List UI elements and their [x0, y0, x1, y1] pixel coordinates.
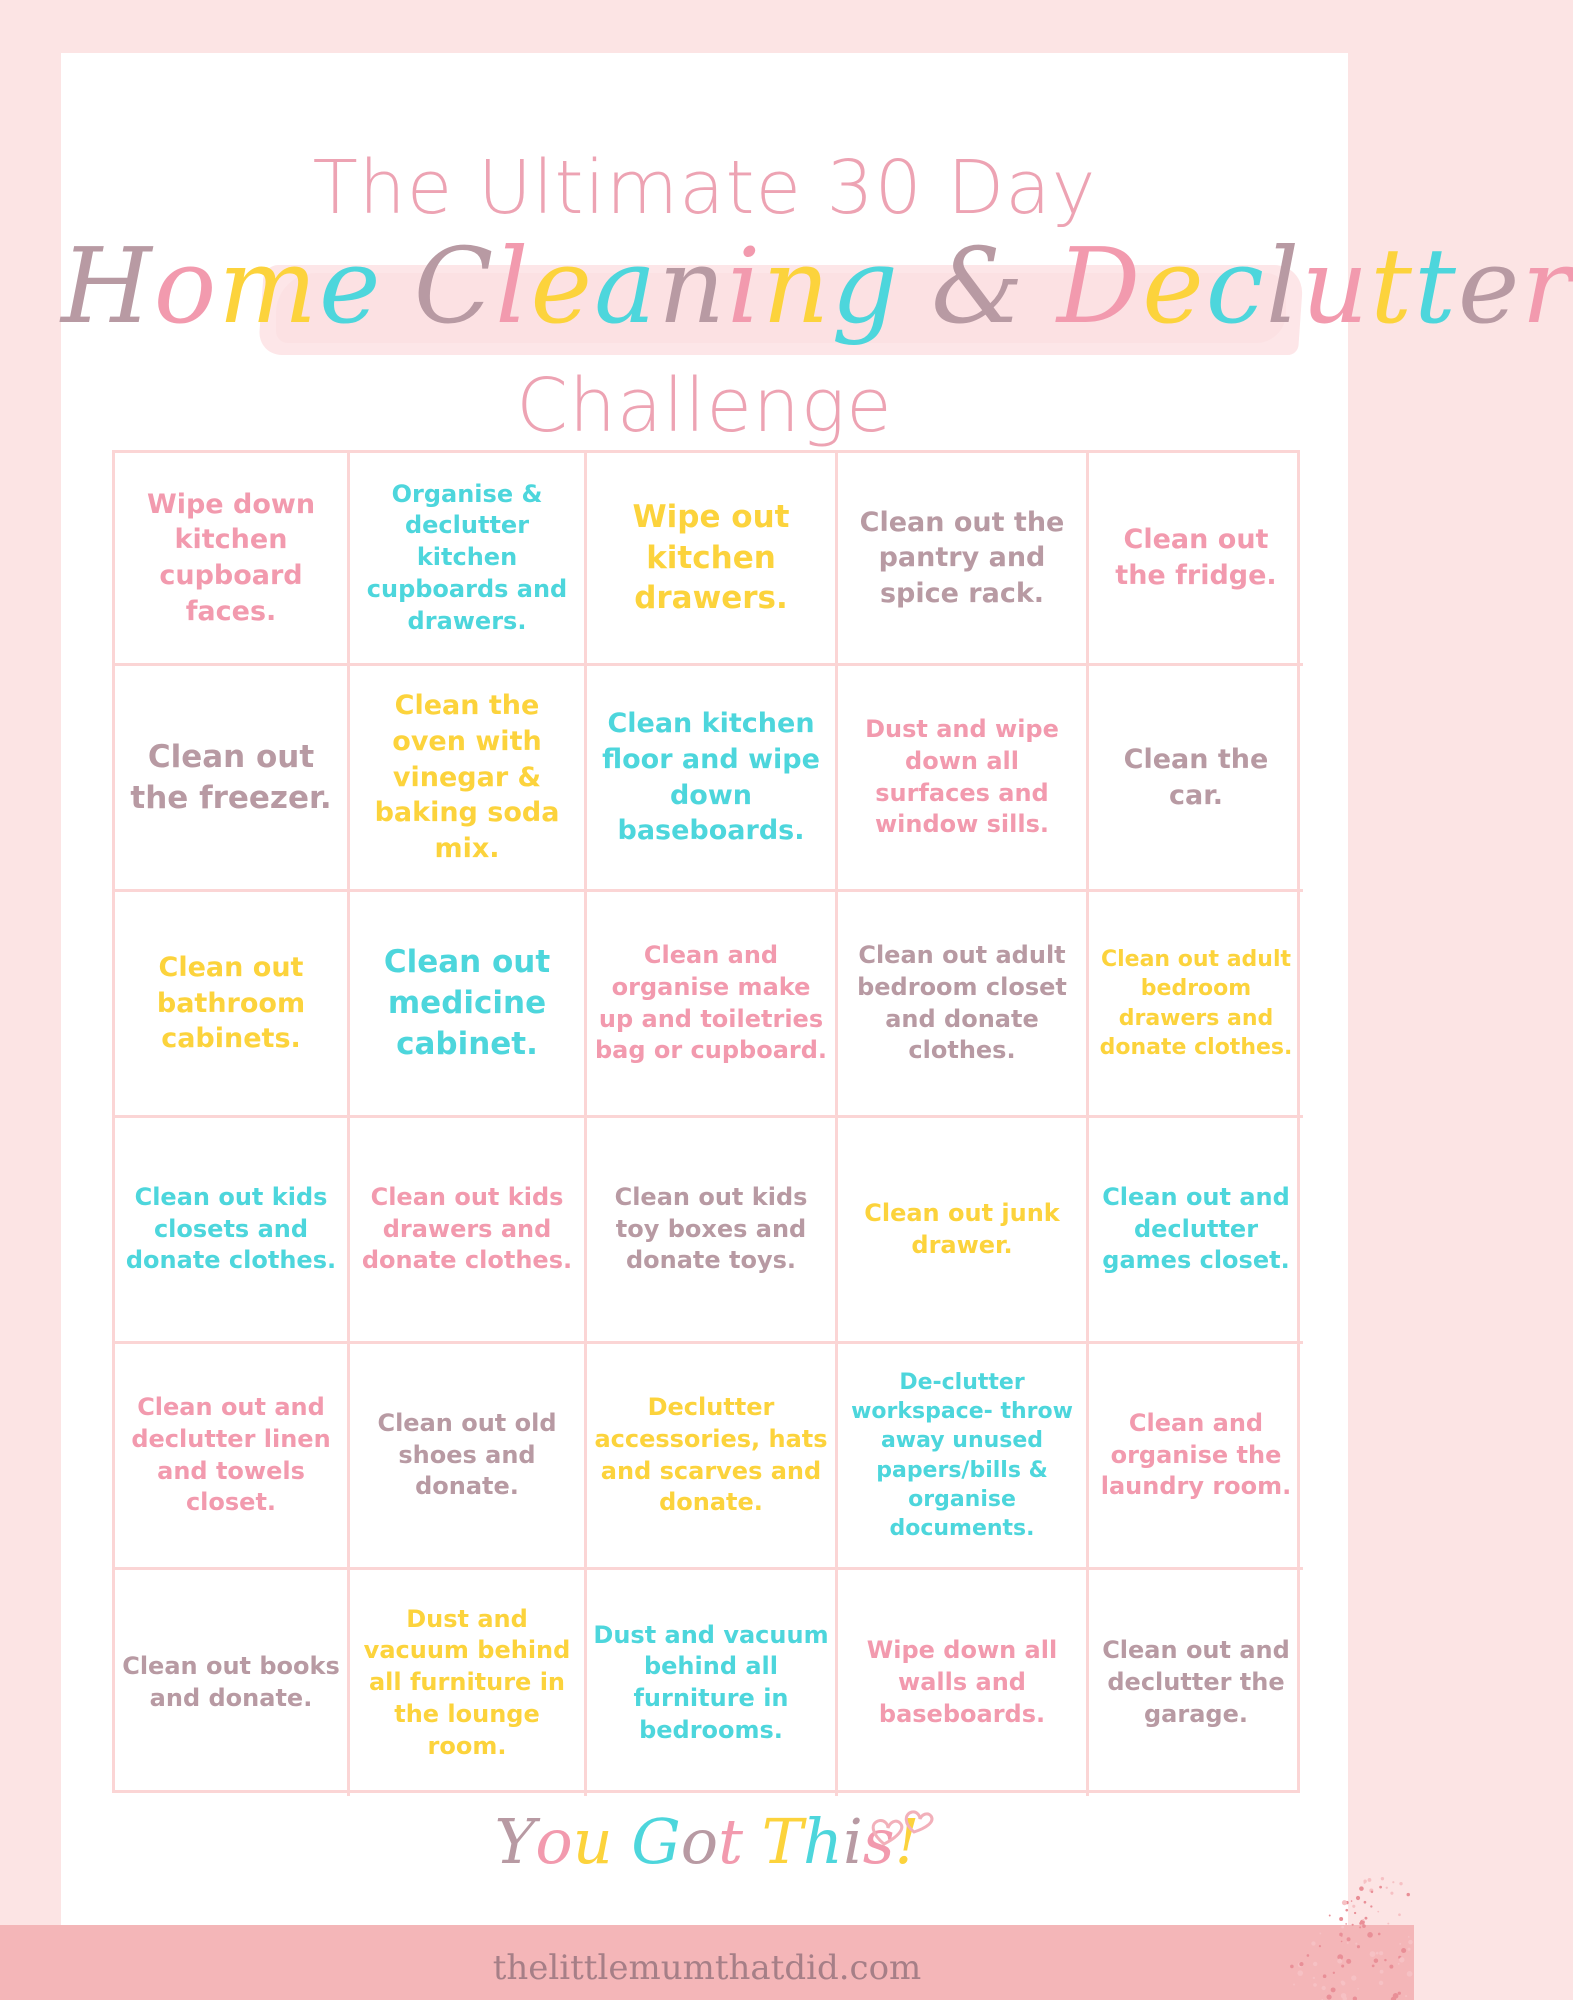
glitter-dot	[1356, 1896, 1360, 1900]
challenge-day-text: Clean out adult bedroom drawers and donate clothes.	[1099, 947, 1293, 1060]
glitter-dot	[1359, 1926, 1361, 1928]
glitter-dot	[1387, 1923, 1389, 1925]
glitter-dot	[1353, 1996, 1357, 2000]
glitter-dot	[1326, 1994, 1331, 1999]
glitter-dot	[1379, 1886, 1382, 1889]
challenge-day-text: Declutter accessories, hats and scarves and donate.	[594, 1393, 828, 1517]
challenge-day-cell	[115, 892, 350, 1118]
glitter-dot	[1311, 1941, 1315, 1945]
website-link[interactable]: thelittlemumthatdid.com	[492, 1948, 922, 1988]
challenge-day-text: Wipe down all walls and baseboards.	[866, 1636, 1058, 1728]
challenge-day-text: Organise & declutter kitchen cupboards and drawers.	[366, 479, 568, 635]
challenge-day-text: Clean out the pantry and spice rack.	[859, 506, 1065, 609]
glitter-dot	[1341, 1926, 1344, 1929]
challenge-day-text: Clean the car.	[1123, 743, 1269, 811]
glitter-dot	[1368, 1878, 1372, 1882]
challenge-day-text: Clean out books and donate.	[122, 1652, 340, 1712]
challenge-day-text: Dust and wipe down all surfaces and window sills.	[865, 715, 1059, 839]
title-line-1: The Ultimate 30 Day	[312, 145, 1097, 231]
challenge-day-cell	[350, 892, 587, 1118]
glitter-dot	[1352, 1905, 1355, 1908]
glitter-dot	[1357, 1988, 1359, 1990]
challenge-day-cell	[587, 1118, 838, 1344]
challenge-day-text: Dust and vacuum behind all furniture in the lounge room.	[363, 1604, 571, 1760]
challenge-day-text: Clean out junk drawer.	[864, 1198, 1060, 1259]
challenge-day-cell	[1089, 1344, 1303, 1570]
challenge-day-text: Wipe out kitchen drawers.	[632, 498, 790, 617]
challenge-day-cell	[1089, 666, 1303, 892]
glitter-dot	[1367, 1932, 1373, 1938]
glitter-dot	[1408, 1940, 1412, 1944]
challenge-day-cell	[1089, 892, 1303, 1118]
glitter-dot	[1329, 1915, 1331, 1917]
glitter-dot	[1339, 1917, 1343, 1921]
title-script	[61, 225, 1573, 347]
challenge-day-cell	[1089, 453, 1303, 666]
glitter-dot	[1345, 1909, 1348, 1912]
challenge-day-cell	[350, 453, 587, 666]
challenge-day-cell	[115, 1570, 350, 1796]
challenge-day-cell	[587, 1570, 838, 1796]
challenge-day-text: Clean out bathroom cabinets.	[156, 952, 306, 1055]
glitter-dot	[1407, 1893, 1410, 1896]
glitter-dot	[1405, 1995, 1407, 1997]
challenge-day-cell	[587, 666, 838, 892]
challenge-day-cell	[587, 453, 838, 666]
glitter-dot	[1378, 1933, 1381, 1936]
challenge-day-cell	[587, 892, 838, 1118]
challenge-day-cell	[350, 1570, 587, 1796]
challenge-grid	[112, 450, 1300, 1793]
you-got-this-text	[0, 1805, 1414, 1878]
challenge-day-text: Clean out kids drawers and donate clothes.	[361, 1182, 573, 1275]
glitter-dot	[1352, 1924, 1354, 1926]
glitter-dot	[1319, 1933, 1321, 1935]
challenge-day-cell	[838, 892, 1089, 1118]
challenge-day-text: Clean and organise make up and toiletries bag or cupboard.	[594, 941, 828, 1065]
challenge-day-text: Clean out the fridge.	[1115, 524, 1277, 591]
challenge-day-text: Clean out and declutter games closet.	[1102, 1182, 1290, 1275]
challenge-day-cell	[838, 453, 1089, 666]
glitter-dot	[1371, 1891, 1373, 1893]
glitter-dot	[1359, 1886, 1364, 1891]
challenge-day-text: Clean out medicine cabinet.	[383, 944, 551, 1062]
glitter-dot	[1364, 1882, 1366, 1884]
challenge-day-text: Clean out kids closets and donate clothes.	[125, 1182, 337, 1275]
challenge-day-cell	[115, 453, 350, 666]
glitter-dot	[1331, 1987, 1336, 1992]
glitter-dot	[1398, 1992, 1401, 1995]
glitter-dot	[1390, 1892, 1393, 1895]
glitter-dot	[1354, 1912, 1356, 1914]
glitter-dot	[1377, 1911, 1379, 1913]
glitter-dot	[1355, 1943, 1357, 1945]
challenge-day-text: Clean out adult bedroom closet and donate clothes.	[857, 941, 1067, 1065]
glitter-dot	[1342, 1900, 1347, 1905]
glitter-dot	[1399, 1943, 1401, 1945]
glitter-dot	[1392, 1881, 1394, 1883]
glitter-dot	[1399, 1882, 1402, 1885]
challenge-day-cell	[350, 1344, 587, 1570]
glitter-dot	[1370, 1905, 1372, 1907]
glitter-dot	[1339, 1933, 1343, 1937]
glitter-dot	[1408, 1936, 1410, 1938]
glitter-dot	[1319, 1945, 1321, 1947]
challenge-day-cell	[838, 666, 1089, 892]
you-got-this-script: You Got This!	[494, 1805, 920, 1878]
challenge-day-text: Clean kitchen floor and wipe down baseboards.	[602, 708, 820, 847]
glitter-dot	[1365, 1917, 1368, 1920]
glitter-dot	[1364, 1901, 1367, 1904]
glitter-dot	[1362, 1924, 1366, 1928]
challenge-day-text: De-clutter workspace- throw away unused papers/bills & organise documents.	[851, 1370, 1073, 1541]
challenge-day-cell	[838, 1570, 1089, 1796]
glitter-dot	[1341, 1941, 1343, 1943]
challenge-day-cell	[587, 1344, 838, 1570]
glitter-dot	[1398, 1913, 1401, 1916]
title-script-text: Home Cleaning & Declutter	[61, 225, 1573, 347]
glitter-dot	[1381, 1877, 1384, 1880]
challenge-day-text: Clean the oven with vinegar & baking soda mix.	[374, 690, 560, 864]
challenge-day-text: Clean out kids toy boxes and donate toys.	[614, 1182, 808, 1275]
hearts-icon	[862, 1806, 942, 1876]
challenge-day-text: Clean out and declutter the garage.	[1102, 1636, 1290, 1728]
glitter-dot	[1351, 1900, 1353, 1902]
challenge-day-cell	[350, 1118, 587, 1344]
challenge-day-text: Wipe down kitchen cupboard faces.	[146, 488, 316, 627]
challenge-day-text: Clean out the freezer.	[130, 738, 332, 816]
title-line-3: Challenge	[516, 363, 893, 449]
challenge-day-cell	[838, 1344, 1089, 1570]
challenge-day-cell	[838, 1118, 1089, 1344]
glitter-dot	[1386, 1887, 1388, 1889]
challenge-day-text: Dust and vacuum behind all furniture in bedrooms.	[593, 1620, 829, 1744]
challenge-day-cell	[1089, 1570, 1303, 1796]
challenge-day-cell	[1089, 1118, 1303, 1344]
challenge-day-cell	[115, 1118, 350, 1344]
glitter-dot	[1347, 1942, 1349, 1944]
challenge-day-text: Clean out old shoes and donate.	[377, 1408, 557, 1501]
challenge-day-cell	[115, 1344, 350, 1570]
challenge-day-text: Clean and organise the laundry room.	[1100, 1408, 1292, 1501]
challenge-day-cell	[115, 666, 350, 892]
challenge-day-cell	[350, 666, 587, 892]
glitter-dot	[1362, 1919, 1364, 1921]
glitter-dot	[1347, 1937, 1351, 1941]
challenge-day-text: Clean out and declutter linen and towels closet.	[131, 1393, 331, 1517]
glitter-dot	[1345, 1923, 1347, 1925]
